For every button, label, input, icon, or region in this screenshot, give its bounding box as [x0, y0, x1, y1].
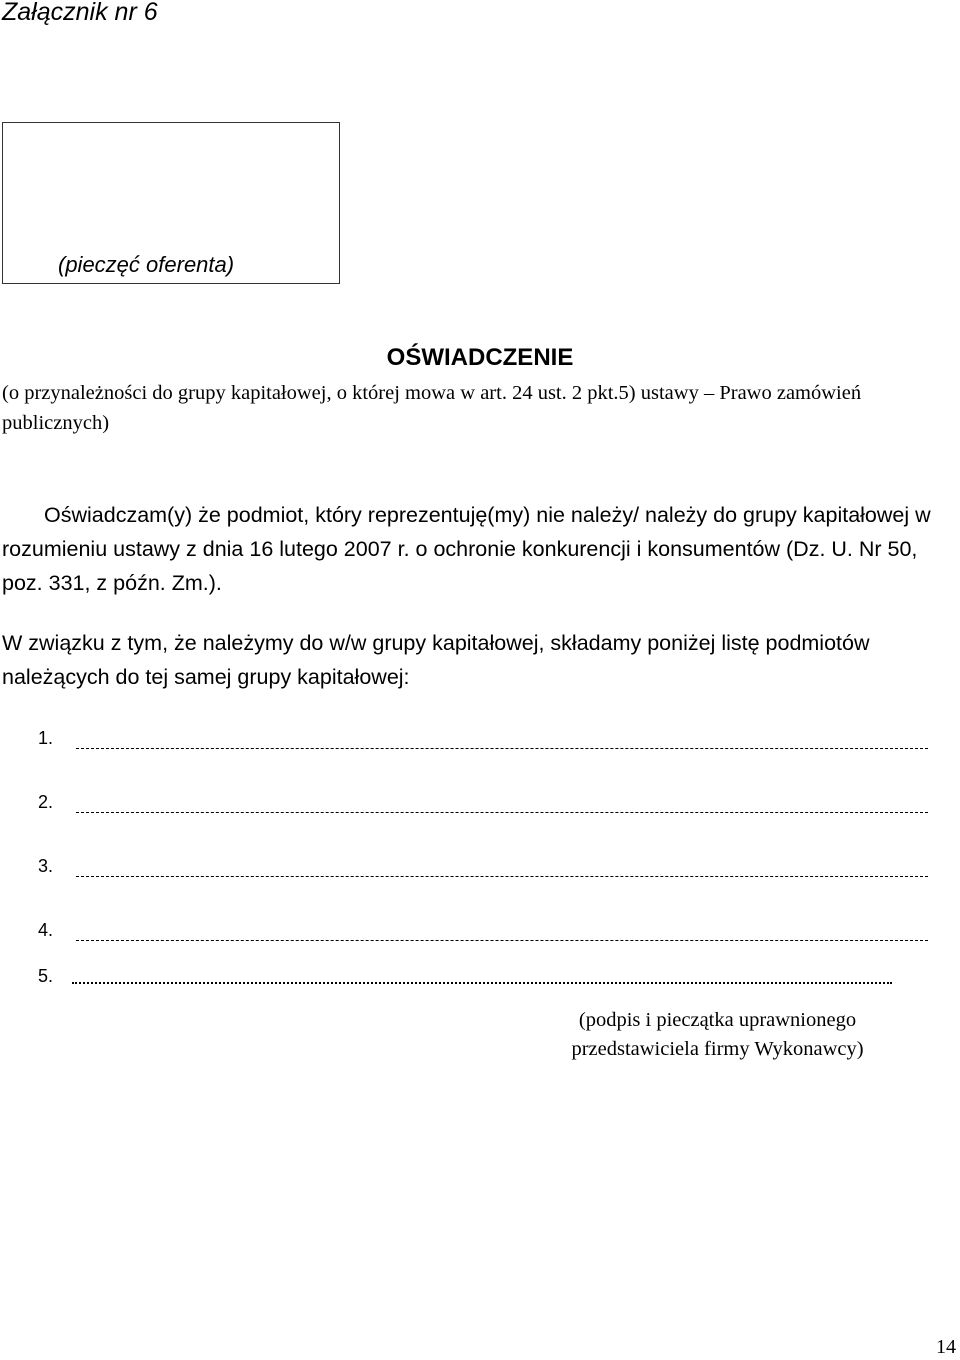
list-item-number: 1. [38, 728, 54, 748]
list-item-line [72, 982, 892, 984]
statement-text: Oświadczam(y) że podmiot, który reprezentuję(my) nie należy/ należy do grupy kapitałowej w rozumieniu ustawy z dnia 16 lutego 2007 r. o ochronie konkurencji i konsumentów (Dz. U. Nr 50, poz. 331, z późn. Zm.). [2, 503, 931, 595]
signature-label: (podpis i pieczątka uprawnionego przedstawiciela firmy Wykonawcy) [571, 1009, 864, 1060]
list-item-line [76, 876, 928, 877]
document-subtitle: (o przynależności do grupy kapitałowej, o której mowa w art. 24 ust. 2 pkt.5) ustawy – Prawo zamówień publicznych) [2, 382, 862, 434]
group-members-paragraph: W związku z tym, że należymy do w/w grupy kapitałowej, składamy poniżej listę podmiotów należących do tej samej grupy kapitałowej: [2, 631, 870, 689]
statement-paragraph [2, 498, 952, 600]
list-item-number: 5. [38, 966, 54, 986]
list-item-number: 3. [38, 856, 54, 876]
document-title: OŚWIADCZENIE [386, 344, 574, 371]
annex-label: Załącznik nr 6 [2, 0, 158, 26]
stamp-label: (pieczęć oferenta) [58, 252, 235, 277]
page-number: 14 [936, 1336, 956, 1358]
list-item-line [76, 748, 928, 749]
list-item-line [76, 940, 928, 941]
list-item-number: 4. [38, 920, 54, 940]
list-item-number: 2. [38, 792, 54, 812]
list-item-line [76, 812, 928, 813]
